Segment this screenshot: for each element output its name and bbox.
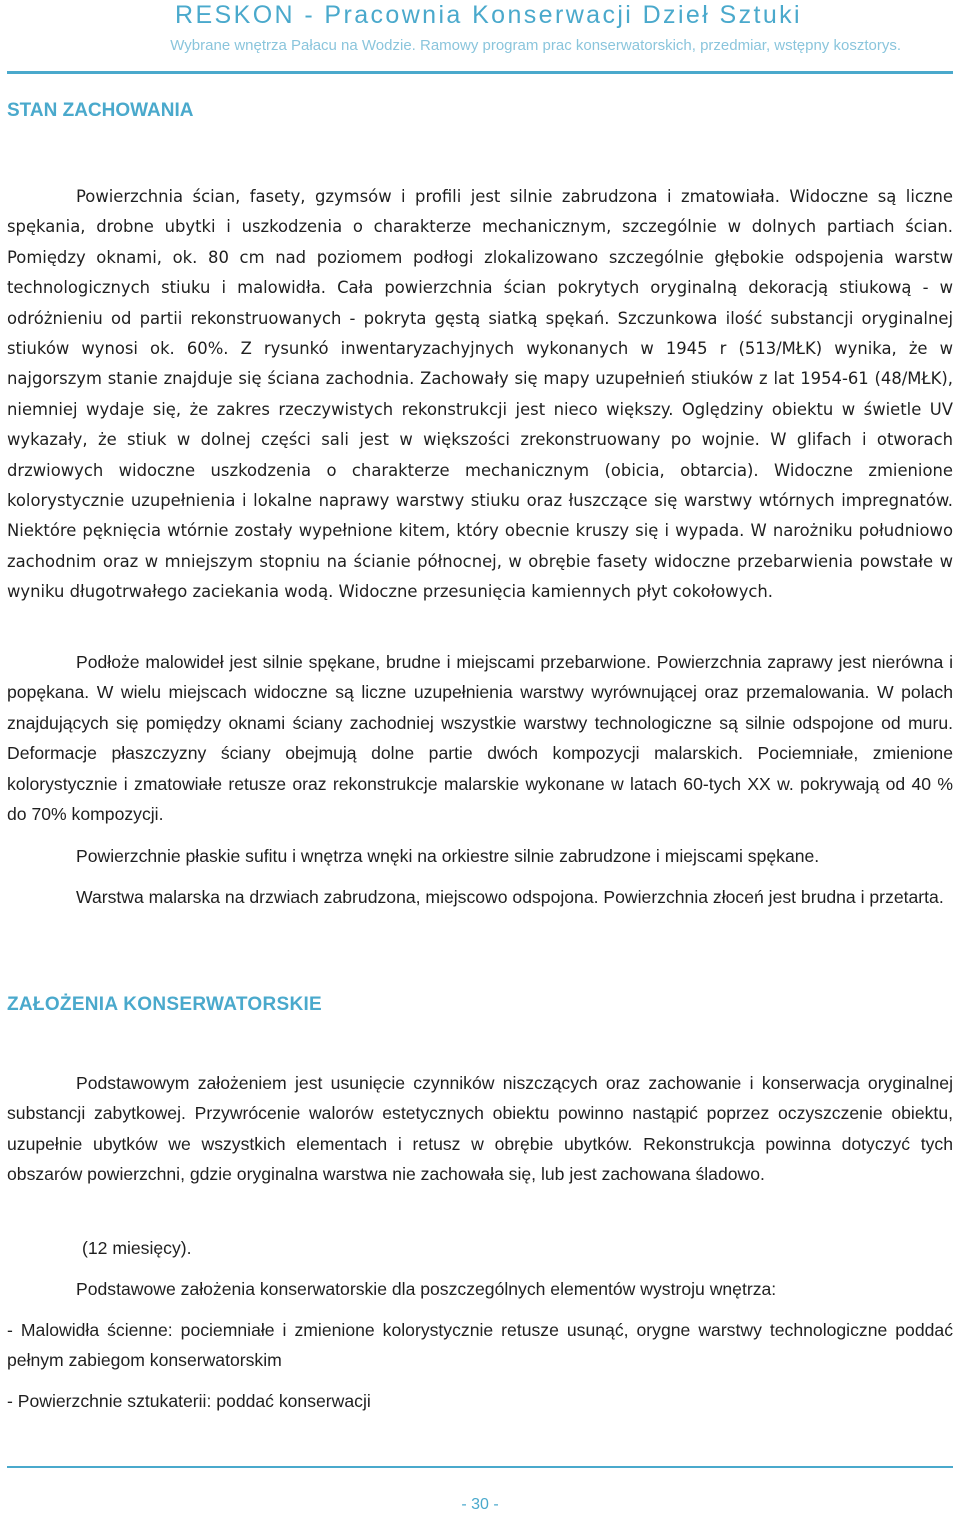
paragraph-elements-intro: Podstawowe założenia konserwatorskie dla poszczególnych elementów wystroju wnętrza: — [76, 1279, 777, 1299]
paragraph-main-assumption: Podstawowym założeniem jest usunięcie czynników niszczących oraz zachowanie i konserwacja oryginalnej substancji zabytkowej. Przywrócenie walorów estetycznych obiektu powinno nastąpić poprzez oczyszczenie obiektu, uzupełnie ubytków we wszystkich elementach i retusz w obrębie ubytków. Rekonstrukcja powinna dotyczyć tych obszarów powierzchni, gdzie oryginalna warstwa nie zachowała się, lub jest zachowana śladowo. — [7, 1073, 953, 1185]
list-item-stucco: - Powierzchnie sztukaterii: poddać konserwacji — [7, 1391, 371, 1411]
section-heading-zalozenia: ZAŁOŻENIA KONSERWATORSKIE — [7, 994, 323, 1015]
paragraph-doors: Warstwa malarska na drzwiach zabrudzona, miejscowo odspojona. Powierzchnia złoceń jest brudna i przetarta. — [76, 887, 944, 907]
paragraph-ceiling: Powierzchnie płaskie sufitu i wnętrza wnęki na orkiestre silnie zabrudzone i miejscami spękane. — [76, 846, 820, 866]
paragraph-duration: (12 miesięcy). — [82, 1238, 192, 1258]
paragraph-wall-condition: Powierzchnia ścian, fasety, gzymsów i profili jest silnie zabrudzona i zmatowiała. Widoczne są liczne spękania, drobne ubytki i uszkodzenia o charakterze mechanicznym, szczególnie w dolnych partiach ścian. Pomiędzy oknami, ok. 80 cm nad poziomem podłogi zlokalizowano szczególnie głębokie odspojenia warstw technologicznych stiuku i malowidła. Cała powierzchnia ścian pokrytych oryginalną dekoracją stiukową - w odróżnieniu od partii rekonstruowanych - pokryta gęstą siatką spękań. Szczunkowa ilość substancji oryginalnej stiuków wynosi ok. 60%. Z rysunkó inwentaryzachyjnych wykonanych w 1945 r (513/MŁK) wynika, że w najgorszym stanie znajduje się ściana zachodnia. Zachowały się mapy uzupełnień stiuków z lat 1954-61 (48/MŁK), niemniej wydaje się, że zakres rzeczywistych rekonstrukcji jest nieco większy. Oględziny obiektu w świetle UV wykazały, że stiuk w dolnej części sali jest w większości zrekonstruowany po wojnie. W glifach i otworach drzwiowych widoczne uszkodzenia o charakterze mechanicznym (obicia, obtarcia). Widoczne zmienione kolorystycznie uzupełnienia i lokalne naprawy warstwy stiuku oraz łuszczące się warstwy wtórnych impregnatów. Niektóre pęknięcia wtórnie zostały wypełnione kitem, który obecnie kruszy się i wypada. W narożniku południowo zachodnim oraz w mniejszym stopniu na ścianie północnej, w obrębie fasety widoczne przebarwienia powstałe w wyniku długotrwałego zaciekania wodą. Widoczne przesunięcia kamiennych płyt cokołowych. — [7, 187, 953, 602]
page-number: - 30 - — [461, 1496, 499, 1513]
paragraph-painting-substrate: Podłoże malowideł jest silnie spękane, brudne i miejscami przebarwione. Powierzchnia zaprawy jest nierówna i popękana. W wielu miejscach widoczne są liczne uzupełnienia warstwy wyrównującej oraz przemalowania. W polach znajdujących się pomiędzy oknami ściany zachodniej wszystkie warstwy technologiczne są silnie odspojone od muru. Deformacje płaszczyzny ściany obejmują dolne partie dwóch kompozycji malarskich. Pociemniałe, zmienione kolorystycznie i zmatowiałe retusze oraz rekonstrukcje malarskie wykonane w latach 60-tych XX w. pokrywają od 40 % do 70% kompozycji. — [7, 652, 953, 825]
header-title: RESKON - Pracownia Konserwacji Dzieł Sztuki — [175, 1, 802, 29]
section-heading-stan-zachowania: STAN ZACHOWANIA — [7, 100, 194, 121]
list-item-wall-paintings: - Malowidła ścienne: pociemniałe i zmienione kolorystycznie retusze usunąć, orygne warstwy technologiczne poddać pełnym zabiegom konserwatorskim — [7, 1320, 953, 1371]
header-rule — [7, 71, 953, 74]
header-subtitle: Wybrane wnętrza Pałacu na Wodzie. Ramowy program prac konserwatorskich, przedmiar, wstępny kosztorys. — [170, 37, 901, 54]
footer-rule — [7, 1466, 953, 1468]
